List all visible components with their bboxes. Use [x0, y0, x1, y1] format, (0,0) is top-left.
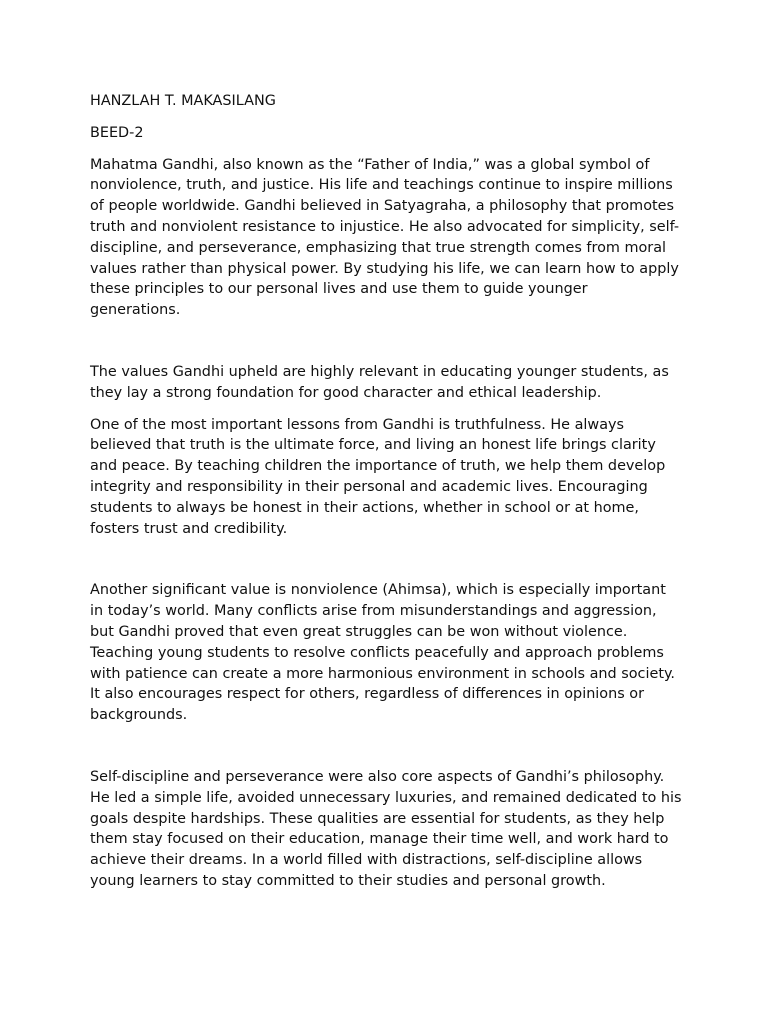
paragraph-relevance: The values Gandhi upheld are highly relevant in educating younger students, as they lay a strong foundation for good character and ethical leadership. [90, 363, 669, 401]
author-name: HANZLAH T. MAKASILANG [90, 93, 276, 109]
document-page [90, 91, 682, 892]
course-label: BEED-2 [90, 124, 144, 141]
paragraph-intro: Mahatma Gandhi, also known as the “Father of India,” was a global symbol of nonviolence, truth, and justice. His life and teachings continue to inspire millions of people worldwide. Gandhi believed in Satyagraha, a philosophy that promotes truth and nonviolent resistance to injustice. He also advocated for simplicity, self-discipline, and perseverance, emphasizing that true strength comes from moral values rather than physical power. By studying his life, we can learn how to apply these principles to our personal lives and use them to guide younger generations. [90, 156, 680, 319]
paragraph-self-discipline: Self-discipline and perseverance were also core aspects of Gandhi’s philosophy. He led a simple life, avoided unnecessary luxuries, and remained dedicated to his goals despite hardships. These qualities are essential for students, as they help them stay focused on their education, manage their time well, and work hard to achieve their dreams. In a world filled with distractions, self-discipline allows young learners to stay committed to their studies and personal growth. [90, 768, 682, 889]
paragraph-truthfulness: One of the most important lessons from Gandhi is truthfulness. He always believed that truth is the ultimate force, and living an honest life brings clarity and peace. By teaching children the importance of truth, we help them develop integrity and responsibility in their personal and academic lives. Encouraging students to always be honest in their actions, whether in school or at home, fosters trust and credibility. [90, 416, 666, 537]
paragraph-nonviolence: Another significant value is nonviolence (Ahimsa), which is especially important in today’s world. Many conflicts arise from misunderstandings and aggression, but Gandhi proved that even great struggles can be won without violence. Teaching young students to resolve conflicts peacefully and approach problems with patience can create a more harmonious environment in schools and society. It also encourages respect for others, regardless of differences in opinions or backgrounds. [90, 582, 675, 724]
